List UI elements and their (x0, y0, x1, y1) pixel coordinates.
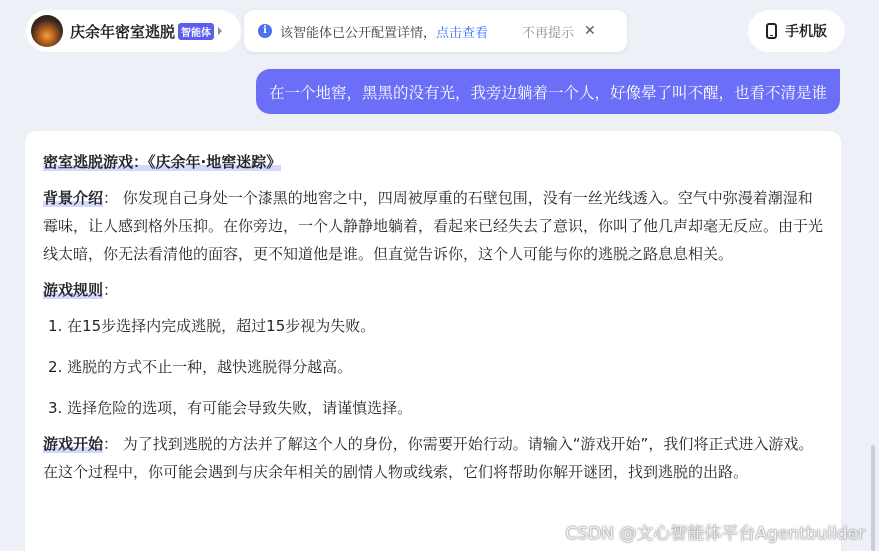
list-item: 2. 逃脱的方式不止一种，越快逃脱得分越高。 (48, 358, 353, 376)
config-notice (244, 10, 627, 52)
caret-right-icon[interactable] (218, 27, 222, 35)
scrollbar[interactable] (871, 445, 875, 551)
rules-list (43, 312, 825, 422)
mobile-version-button[interactable] (748, 10, 845, 52)
rules-heading: 游戏规则： (43, 281, 119, 299)
close-icon[interactable]: ✕ (584, 23, 596, 39)
phone-icon (766, 23, 777, 39)
agent-avatar (31, 15, 63, 47)
start-paragraph (43, 430, 825, 486)
agent-header[interactable] (26, 10, 241, 52)
notice-view-link[interactable]: 点击查看 (436, 25, 489, 41)
notice-text: 该智能体已公开配置详情，点击查看 (280, 25, 489, 41)
mobile-version-label: 手机版 (785, 24, 827, 40)
info-icon: i (258, 24, 272, 38)
start-text: ： 为了找到逃脱的方法并了解这个人的身份，你需要开始行动。请输入“游戏开始”，我们将正式进入游戏。在这个过程中，你可能会遇到与庆余年相关的剧情人物或线索，它们将帮助你解开谜团，找到逃脱的出路。 (43, 435, 814, 481)
background-text: ： 你发现自己身处一个漆黑的地窖之中，四周被厚重的石壁包围，没有一丝光线透入。空气中弥漫着潮湿和霉味，让人感到格外压抑。在你旁边，一个人静静地躺着，看起来已经失去了意识，你叫了他几声却毫无反应。由于光线太暗，你无法看清他的面容，更不知道他是谁。但直觉告诉你，这个人可能与你的逃脱之路息息相关。 (43, 189, 824, 263)
rules-label: 游戏规则 (43, 281, 104, 299)
agent-badge: 智能体 (178, 23, 214, 40)
answer-title: 密室逃脱游戏：《庆余年·地窖迷踪》 (43, 153, 282, 171)
watermark: CSDN @文心智能体平台Agentbuilder (565, 524, 865, 544)
start-label: 游戏开始 (43, 435, 104, 453)
list-item: 3. 选择危险的选项，有可能会导致失败，请谨慎选择。 (48, 399, 413, 417)
background-paragraph (43, 184, 825, 268)
background-label: 背景介绍 (43, 189, 104, 207)
user-message: 在一个地窖，黑黑的没有光，我旁边躺着一个人，好像晕了叫不醒，也看不清是谁 (256, 69, 840, 114)
notice-dismiss-button[interactable]: 不再提示 (522, 25, 575, 41)
list-item: 1. 在15步选择内完成逃脱，超过15步视为失败。 (48, 317, 376, 335)
answer-card (25, 131, 841, 551)
agent-name: 庆余年密室逃脱 (70, 22, 176, 41)
